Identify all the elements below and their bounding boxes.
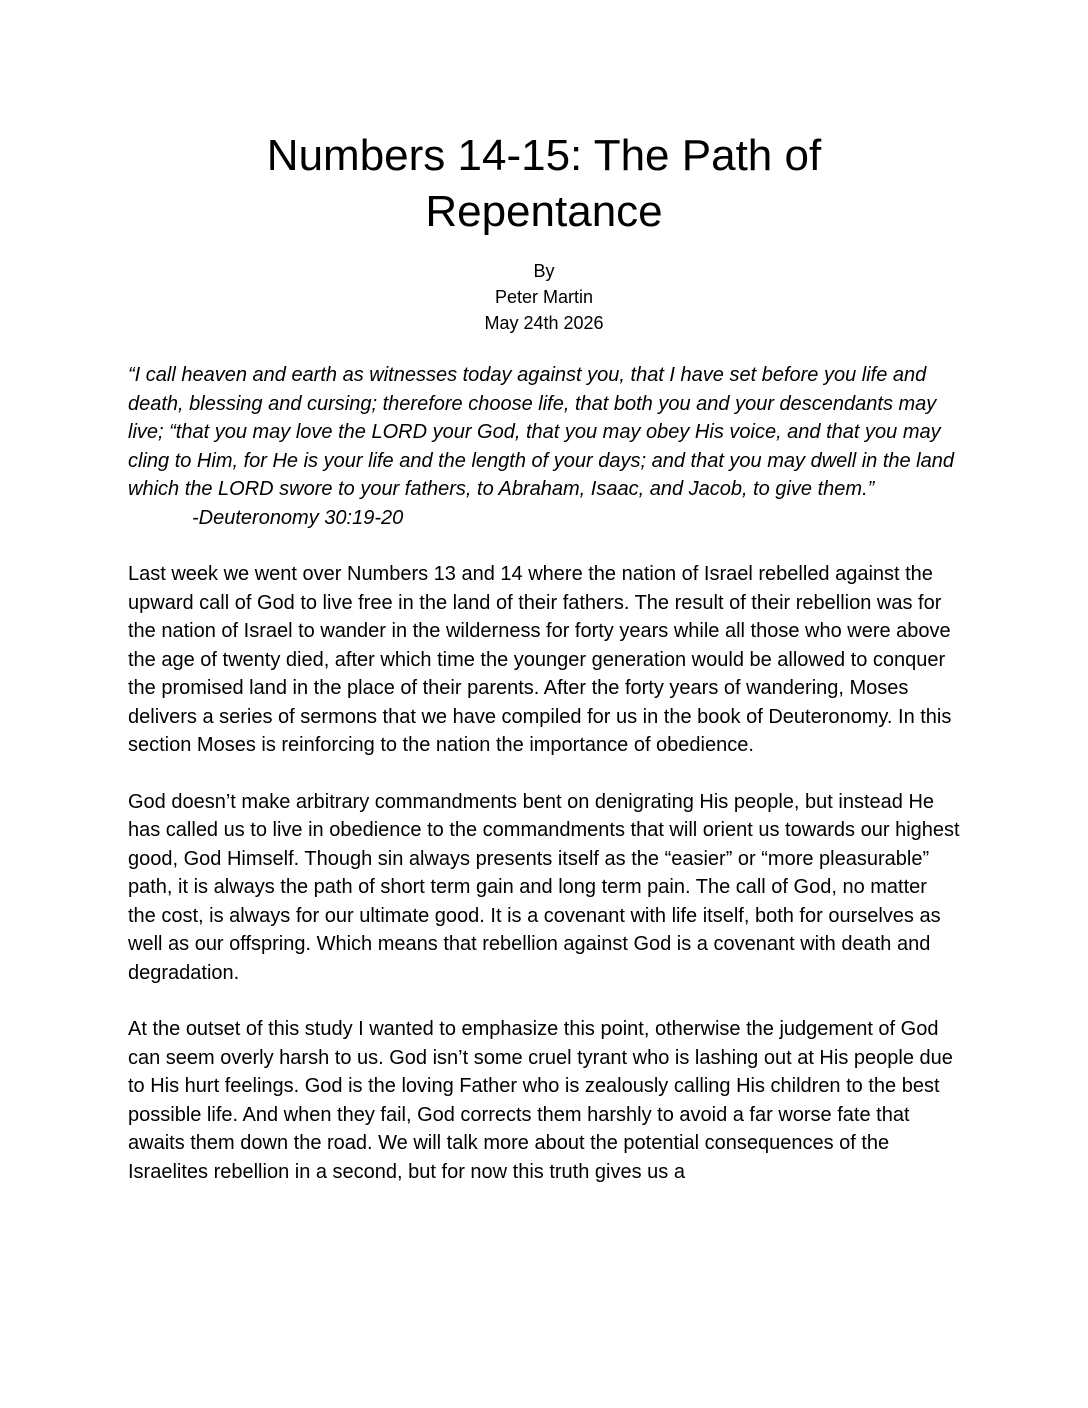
page-content — [128, 128, 960, 1186]
body-paragraph: Last week we went over Numbers 13 and 14 where the nation of Israel rebelled against the upward call of God to live free in the land of their fathers. The result of their rebellion was for the nation of Israel to wander in the wilderness for forty years while all those who were above the age of twenty died, after which time the younger generation would be allowed to conquer the promised land in the place of their parents. After the forty years of wandering, Moses delivers a series of sermons that we have compiled for us in the book of Deuteronomy. In this section Moses is reinforcing to the nation the importance of obedience. — [128, 563, 952, 756]
byline-date: May 24th 2026 — [484, 313, 604, 333]
body-paragraph: God doesn’t make arbitrary commandments bent on denigrating His people, but instead He has called us to live in obedience to the commandments that will orient us towards our highest good, God Himself. Though sin always presents itself as the “easier” or “more pleasurable” path, it is always the path of short term gain and long term pain. The call of God, no matter the cost, is always for our ultimate good. It is a covenant with life itself, both for ourselves as well as our offspring. Which means that rebellion against God is a covenant with death and degradation. — [128, 790, 960, 984]
document-title: Numbers 14-15: The Path of Repentance — [266, 131, 822, 236]
epigraph-citation: -Deuteronomy 30:19-20 — [192, 506, 404, 529]
byline-author: Peter Martin — [494, 287, 594, 307]
epigraph-quote: “I call heaven and earth as witnesses today against you, that I have set before you life and death, blessing and cursing; therefore choose life, that both you and your descendants may live; “that you may love the LORD your God, that you may obey His voice, and that you may cling to Him, for He is your life and the length of your days; and that you may dwell in the land which the LORD swore to your fathers, to Abraham, Isaac, and Jacob, to give them.” — [128, 364, 954, 500]
byline — [128, 258, 960, 336]
byline-by: By — [533, 261, 555, 281]
body-paragraph: At the outset of this study I wanted to emphasize this point, otherwise the judgement of God can seem overly harsh to us. God isn’t some cruel tyrant who is lashing out at His people due to His hurt feelings. God is the loving Father who is zealously calling His children to the best possible life. And when they fail, God corrects them harshly to avoid a far worse fate that awaits them down the road. We will talk more about the potential consequences of the Israelites rebellion in a second, but for now this truth gives us a — [128, 1018, 953, 1183]
